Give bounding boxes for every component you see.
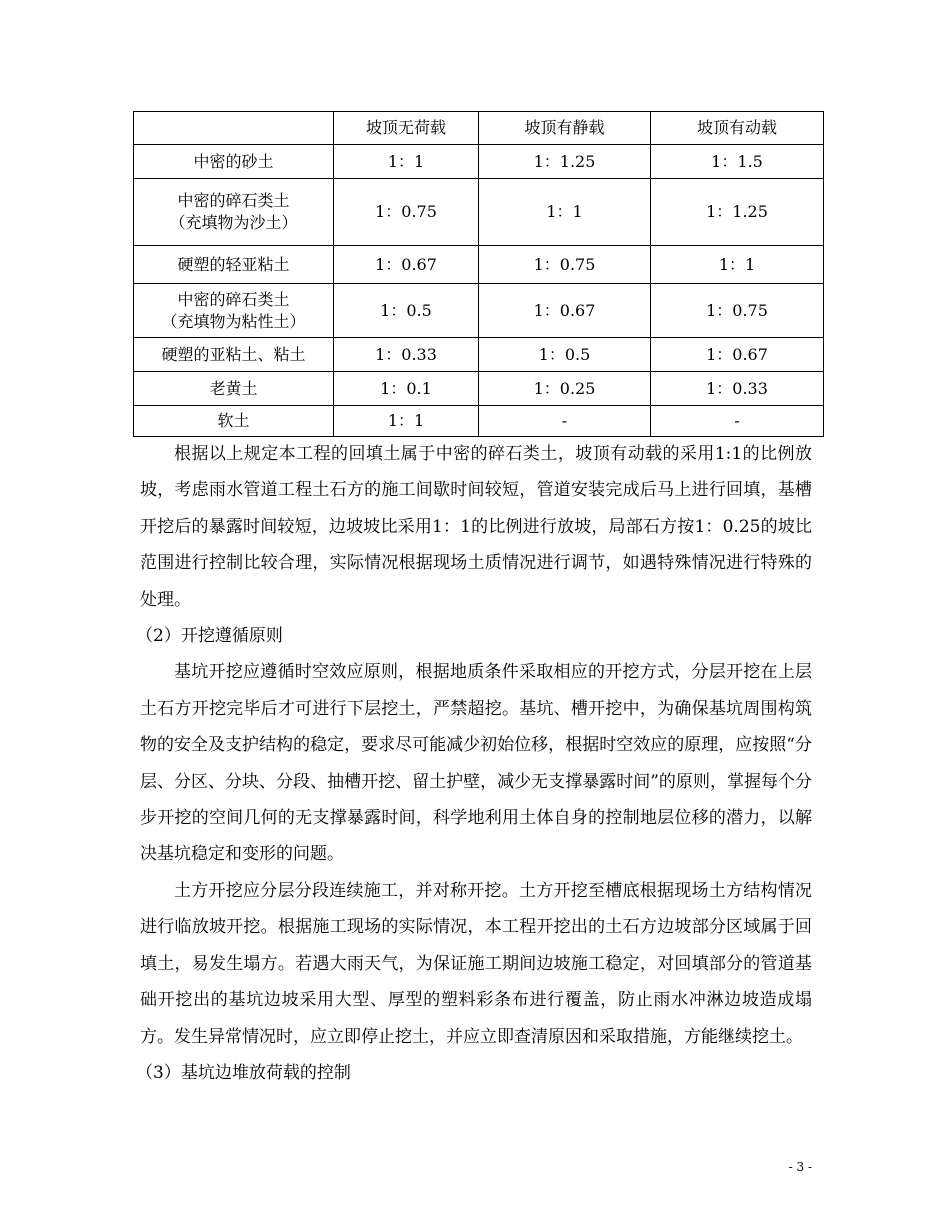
ratio-cell: 1：0.33 xyxy=(334,338,479,372)
soil-type-cell: 中密的砂土 xyxy=(134,145,334,179)
paragraph: 根据以上规定本工程的回填土属于中密的碎石类土，坡顶有动载的采用1:1的比例放坡，考虑雨水管道工程土石方的施工间歇时间较短，管道安装完成后马上进行回填，基槽开挖后的暴露时间较短，边坡坡比采用1：1的比例进行放坡，局部石方按1：0.25的坡比范围进行控制比较合理，实际情况根据现场土质情况进行调节，如遇特殊情况进行特殊的处理。 xyxy=(140,444,812,610)
table-header-cell: 坡顶有动载 xyxy=(651,112,824,145)
ratio-cell: 1：0.1 xyxy=(334,372,479,406)
ratio-cell: 1：0.75 xyxy=(651,284,824,338)
ratio-cell: 1：1 xyxy=(479,179,651,246)
table-row xyxy=(134,284,824,338)
paragraph: 土方开挖应分层分段连续施工，并对称开挖。土方开挖至槽底根据现场土方结构情况进行临放坡开挖。根据施工现场的实际情况，本工程开挖出的土石方边坡部分区域属于回填土，易发生塌方。若遇大雨天气，为保证施工期间边坡施工稳定，对回填部分的管道基础开挖出的基坑边坡采用大型、厚型的塑料彩条布进行覆盖，防止雨水冲淋边坡造成塌方。发生异常情况时，应立即停止挖土，并应立即查清原因和采取措施，方能继续挖土。 xyxy=(140,880,812,1047)
table-header-row xyxy=(134,112,824,145)
ratio-cell: 1：0.25 xyxy=(479,372,651,406)
ratio-cell: 1：1 xyxy=(334,145,479,179)
ratio-cell: - xyxy=(479,406,651,437)
soil-type-cell: 软土 xyxy=(134,406,334,437)
ratio-cell: 1：0.5 xyxy=(479,338,651,372)
soil-type-cell: 硬塑的轻亚粘土 xyxy=(134,246,334,284)
page-number: - 3 - xyxy=(788,1160,812,1174)
ratio-cell: 1：1.25 xyxy=(479,145,651,179)
ratio-cell: 1：0.75 xyxy=(479,246,651,284)
table-row xyxy=(134,246,824,284)
table-row xyxy=(134,145,824,179)
body-text xyxy=(136,436,812,1091)
table-row xyxy=(134,406,824,437)
ratio-cell: 1：0.67 xyxy=(479,284,651,338)
ratio-cell: - xyxy=(651,406,824,437)
soil-type-cell: 硬塑的亚粘土、粘土 xyxy=(134,338,334,372)
table-header-cell: 坡顶有静载 xyxy=(479,112,651,145)
ratio-cell: 1：0.33 xyxy=(651,372,824,406)
table-row xyxy=(134,338,824,372)
ratio-cell: 1：1 xyxy=(651,246,824,284)
paragraph: 基坑开挖应遵循时空效应原则，根据地质条件采取相应的开挖方式，分层开挖在上层土石方开挖完毕后才可进行下层挖土，严禁超挖。基坑、槽开挖中，为确保基坑周围构筑物的安全及支护结构的稳定，要求尽可能减少初始位移，根据时空效应的原理，应按照“分层、分区、分块、分段、抽槽开挖、留土护壁，减少无支撑暴露时间”的原则，掌握每个分步开挖的空间几何的无支撑暴露时间，科学地利用土体自身的控制地层位移的潜力，以解决基坑稳定和变形的问题。 xyxy=(140,662,812,865)
ratio-cell: 1：0.75 xyxy=(334,179,479,246)
section-heading: （2）开挖遵循原则 xyxy=(136,626,283,647)
soil-type-cell: 老黄土 xyxy=(134,372,334,406)
ratio-cell: 1：1.5 xyxy=(651,145,824,179)
table-header-cell: 坡顶无荷载 xyxy=(334,112,479,145)
table-header-cell xyxy=(134,112,334,145)
section-heading: （3）基坑边堆放荷载的控制 xyxy=(136,1062,351,1083)
ratio-cell: 1：1.25 xyxy=(651,179,824,246)
ratio-cell: 1：0.67 xyxy=(651,338,824,372)
table-row xyxy=(134,372,824,406)
ratio-cell: 1：0.67 xyxy=(334,246,479,284)
ratio-cell: 1：0.5 xyxy=(334,284,479,338)
soil-type-cell: 中密的碎石类土 （充填物为沙土） xyxy=(134,179,334,246)
ratio-cell: 1：1 xyxy=(334,406,479,437)
soil-type-cell: 中密的碎石类土 （充填物为粘性土） xyxy=(134,284,334,338)
slope-ratio-table xyxy=(133,111,824,437)
table-row xyxy=(134,179,824,246)
